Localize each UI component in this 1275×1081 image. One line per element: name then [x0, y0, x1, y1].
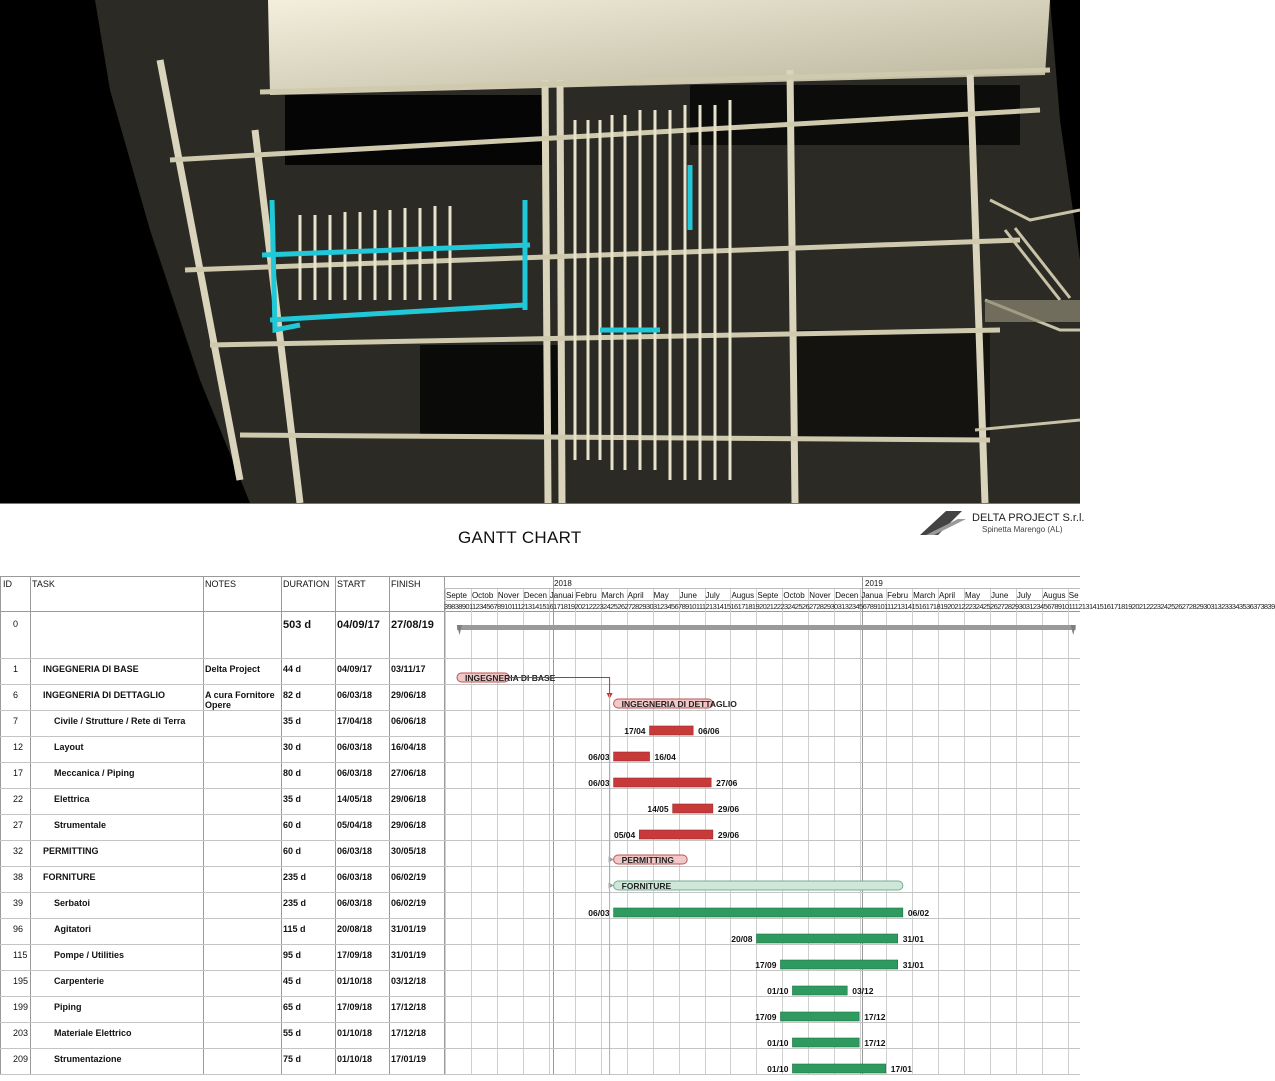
row-id: 96 [13, 924, 24, 934]
task-start-label: 01/10 [767, 986, 789, 996]
month-label: Octob [471, 591, 494, 600]
month-label: Febru [575, 591, 597, 600]
task-start-label: 17/09 [755, 960, 777, 970]
month-label: Febru [887, 591, 909, 600]
month-label: March [601, 591, 624, 600]
month-label: March [913, 591, 936, 600]
task-start-label: 17/09 [755, 1012, 777, 1022]
row-id: 32 [13, 846, 24, 856]
row-id: 39 [13, 898, 24, 908]
task-bar [614, 778, 712, 787]
header-finish: FINISH [391, 579, 421, 589]
row-duration: 503 d [283, 619, 312, 631]
plant-3d-render-image [0, 0, 1080, 503]
day-number-row: 398389011234567891011121314151617181920212223242526272829303123456789101112131415161718192021222324252627282930313234567891011121314151617181920212223242526272829303123456789101112131415161718192021222324252627282930313233343536373839 [444, 602, 1275, 611]
row-duration: 80 d [283, 768, 302, 778]
row-duration: 115 d [283, 924, 306, 934]
row-id: 12 [13, 742, 24, 752]
row-start: 01/10/18 [337, 1054, 373, 1064]
task-finish-label: 16/04 [654, 752, 676, 762]
month-label: Augus [1042, 591, 1066, 600]
row-finish: 17/12/18 [391, 1028, 427, 1038]
row-id: 199 [13, 1002, 29, 1012]
row-start: 06/03/18 [337, 768, 373, 778]
row-duration: 44 d [283, 664, 302, 674]
month-label: Januai [549, 591, 574, 600]
row-duration: 82 d [283, 690, 302, 700]
month-label: Janua [861, 591, 883, 600]
summary-bar [457, 625, 1076, 630]
row-duration: 65 d [283, 1002, 302, 1012]
row-finish: 06/02/19 [391, 898, 427, 908]
row-id: 195 [13, 976, 29, 986]
task-bar [673, 804, 713, 813]
month-label: June [990, 591, 1009, 600]
row-id: 17 [13, 768, 24, 778]
year-label-2019: 2019 [865, 579, 883, 588]
row-task: Pompe / Utilities [54, 950, 125, 960]
row-finish: 06/06/18 [391, 716, 427, 726]
row-finish: 17/01/19 [391, 1054, 427, 1064]
row-id: 115 [13, 950, 28, 960]
task-start-label: 01/10 [767, 1038, 789, 1048]
task-bar [780, 1012, 859, 1021]
logo-company-place: Spinetta Marengo (AL) [982, 525, 1063, 534]
row-id: 0 [13, 619, 19, 629]
row-finish: 03/11/17 [391, 664, 426, 674]
row-task: Layout [54, 742, 84, 752]
task-bar [792, 986, 847, 995]
row-notes: A cura Fornitore Opere [205, 690, 275, 710]
row-id: 38 [13, 872, 24, 882]
month-label: Septe [446, 591, 467, 600]
task-bar [792, 1064, 885, 1073]
row-finish: 29/06/18 [391, 820, 427, 830]
row-finish: 29/06/18 [391, 690, 427, 700]
task-bar [650, 726, 694, 735]
row-duration: 35 d [283, 716, 302, 726]
task-start-label: 17/04 [624, 726, 646, 736]
gantt-chart [0, 503, 1275, 1081]
logo-mark-icon [918, 509, 968, 539]
row-finish: 16/04/18 [391, 742, 427, 752]
task-start-label: 06/03 [588, 752, 610, 762]
task-finish-label: 17/12 [864, 1012, 886, 1022]
logo-company-name: DELTA PROJECT S.r.l. [972, 512, 1085, 524]
group-bar-label: INGEGNERIA DI BASE [464, 673, 556, 683]
row-task: PERMITTING [43, 846, 99, 856]
row-finish: 31/01/19 [391, 924, 427, 934]
month-label: Se [1068, 591, 1079, 600]
row-finish: 03/12/18 [391, 976, 427, 986]
row-task: Carpenterie [54, 976, 105, 986]
row-duration: 55 d [283, 1028, 302, 1038]
row-finish: 29/06/18 [391, 794, 427, 804]
row-start: 04/09/17 [337, 619, 380, 631]
row-id: 27 [13, 820, 24, 830]
row-finish: 27/06/18 [391, 768, 427, 778]
row-finish: 30/05/18 [391, 846, 427, 856]
task-finish-label: 29/06 [717, 804, 740, 814]
row-start: 06/03/18 [337, 872, 373, 882]
task-finish-label: 17/12 [864, 1038, 886, 1048]
row-id: 209 [13, 1054, 29, 1064]
row-id: 1 [13, 664, 19, 674]
header-start: START [337, 579, 366, 589]
task-bar [780, 960, 897, 969]
row-task: Meccanica / Piping [54, 768, 135, 778]
task-finish-label: 06/02 [907, 908, 930, 918]
year-label-2018: 2018 [554, 579, 572, 588]
task-start-label: 20/08 [731, 934, 753, 944]
plant-3d-render [0, 0, 1080, 503]
company-logo [918, 507, 1085, 541]
row-start: 06/03/18 [337, 690, 373, 700]
task-bar [639, 830, 713, 839]
month-label: Septe [757, 591, 779, 600]
group-bar-label: PERMITTING [621, 855, 675, 865]
month-label: Nover [809, 591, 831, 600]
task-finish-label: 17/01 [890, 1064, 913, 1074]
row-duration: 45 d [283, 976, 302, 986]
row-start: 01/10/18 [337, 1028, 373, 1038]
row-task: Agitatori [54, 924, 91, 934]
header-duration: DURATION [283, 579, 330, 589]
row-duration: 60 d [283, 846, 302, 856]
row-task: Serbatoi [54, 898, 91, 908]
row-task: Piping [54, 1002, 82, 1012]
task-start-label: 01/10 [767, 1064, 789, 1074]
row-duration: 235 d [283, 898, 307, 908]
task-bar [792, 1038, 859, 1047]
row-notes: Delta Project [205, 664, 261, 674]
row-duration: 235 d [283, 872, 307, 882]
row-id: 6 [13, 690, 19, 700]
month-label: Decen [523, 591, 547, 600]
row-start: 20/08/18 [337, 924, 373, 934]
row-task: Elettrica [54, 794, 90, 804]
row-finish: 06/02/19 [391, 872, 427, 882]
row-id: 203 [13, 1028, 29, 1038]
month-label: June [679, 591, 697, 600]
row-task: INGEGNERIA DI DETTAGLIO [43, 690, 166, 700]
row-start: 06/03/18 [337, 846, 373, 856]
task-finish-label: 29/06 [717, 830, 740, 840]
row-duration: 60 d [283, 820, 302, 830]
header-task: TASK [32, 579, 55, 589]
header-id: ID [3, 579, 12, 589]
row-task: Strumentazione [54, 1054, 122, 1064]
row-start: 06/03/18 [337, 742, 373, 752]
task-bar [614, 908, 903, 917]
row-start: 01/10/18 [337, 976, 373, 986]
month-label: May [653, 591, 669, 600]
month-label: April [939, 591, 956, 600]
row-duration: 30 d [283, 742, 302, 752]
row-finish: 27/08/19 [391, 619, 434, 631]
row-start: 05/04/18 [337, 820, 373, 830]
row-start: 04/09/17 [337, 664, 373, 674]
month-label: April [627, 591, 644, 600]
row-duration: 95 d [283, 950, 302, 960]
task-finish-label: 27/06 [716, 778, 738, 788]
task-start-label: 05/04 [613, 830, 636, 840]
task-finish-label: 31/01 [902, 960, 924, 970]
row-duration: 75 d [283, 1054, 302, 1064]
row-start: 17/09/18 [337, 1002, 373, 1012]
month-label: Nover [497, 591, 520, 600]
row-id: 22 [13, 794, 24, 804]
month-label: May [965, 591, 981, 600]
row-task: Materiale Elettrico [54, 1028, 132, 1038]
month-label: Octob [783, 591, 805, 600]
row-duration: 35 d [283, 794, 302, 804]
row-start: 06/03/18 [337, 898, 373, 908]
task-finish-label: 31/01 [902, 934, 924, 944]
task-start-label: 06/03 [588, 908, 610, 918]
chart-title: GANTT CHART [458, 528, 582, 547]
row-finish: 17/12/18 [391, 1002, 427, 1012]
row-start: 17/09/18 [337, 950, 373, 960]
row-task: FORNITURE [43, 872, 96, 882]
task-start-label: 14/05 [647, 804, 669, 814]
task-finish-label: 03/12 [852, 986, 874, 996]
task-bar [757, 934, 898, 943]
row-id: 7 [13, 716, 19, 726]
month-label: Decen [835, 591, 859, 600]
row-task: Strumentale [54, 820, 107, 830]
row-finish: 31/01/19 [391, 950, 427, 960]
row-task: INGEGNERIA DI BASE [43, 664, 139, 674]
month-label: July [705, 591, 720, 600]
row-start: 17/04/18 [337, 716, 373, 726]
row-start: 14/05/18 [337, 794, 373, 804]
task-bar [614, 752, 650, 761]
task-start-label: 06/03 [588, 778, 610, 788]
task-finish-label: 06/06 [698, 726, 720, 736]
month-label: Augus [731, 591, 755, 600]
header-notes: NOTES [205, 579, 237, 589]
row-task: Civile / Strutture / Rete di Terra [54, 716, 186, 726]
group-bar-label: FORNITURE [621, 881, 672, 891]
group-bar-label: INGEGNERIA DI DETTAGLIO [621, 699, 737, 709]
month-label: July [1016, 591, 1032, 600]
